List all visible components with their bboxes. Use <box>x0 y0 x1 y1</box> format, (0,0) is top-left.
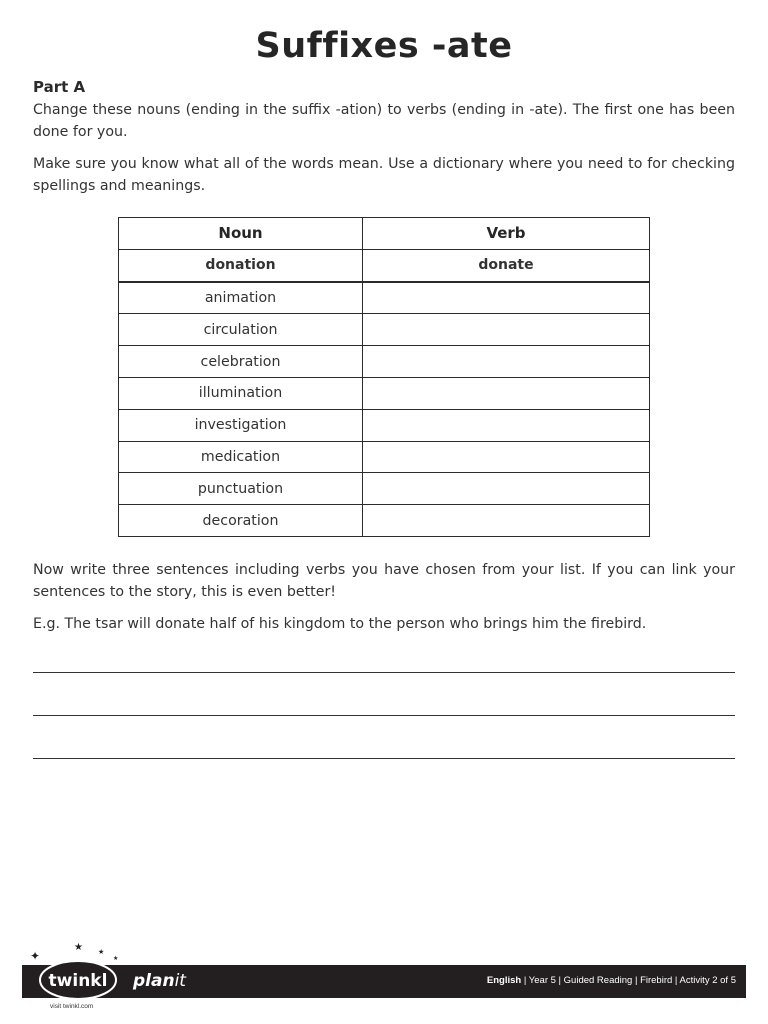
table-row <box>119 505 650 537</box>
table-row <box>119 409 650 441</box>
writing-line-1[interactable] <box>33 672 735 673</box>
table-row <box>119 346 650 378</box>
noun-cell: illumination <box>119 377 363 409</box>
example-verb-cell: donate <box>363 249 650 281</box>
instruction-paragraph-2: Make sure you know what all of the words mean. Use a dictionary where you need to for checking spellings and meanings. <box>33 156 735 194</box>
footer-info: | Year 5 | Guided Reading | Firebird | Activity 2 of 5 <box>521 975 736 986</box>
website-text: visit twinkl.com <box>50 1003 94 1010</box>
part-heading: Part A <box>33 78 86 96</box>
verb-answer-cell[interactable] <box>363 377 650 409</box>
verb-answer-cell[interactable] <box>363 505 650 537</box>
noun-cell: animation <box>119 282 363 314</box>
star-icon: ★ <box>74 942 83 953</box>
noun-cell: medication <box>119 441 363 473</box>
table-header-row <box>119 218 650 250</box>
logo-brand-text: twinkl <box>48 971 108 991</box>
noun-cell: punctuation <box>119 473 363 505</box>
writing-line-3[interactable] <box>33 758 735 759</box>
verb-answer-cell[interactable] <box>363 282 650 314</box>
page-title: Suffixes -ate <box>255 26 513 66</box>
footer-details <box>487 975 736 986</box>
twinkl-logo <box>38 952 118 1002</box>
instruction-paragraph-1: Change these nouns (ending in the suffix -ation) to verbs (ending in -ate). The first one has been done for you. <box>33 102 735 140</box>
noun-cell: investigation <box>119 409 363 441</box>
noun-cell: celebration <box>119 346 363 378</box>
table-row <box>119 441 650 473</box>
verb-answer-cell[interactable] <box>363 314 650 346</box>
example-row <box>119 249 650 281</box>
noun-column-header: Noun <box>119 218 363 250</box>
example-sentence: E.g. The tsar will donate half of his kingdom to the person who brings him the firebird. <box>33 616 647 632</box>
star-icon: ★ <box>98 948 105 956</box>
table-row <box>119 377 650 409</box>
verb-answer-cell[interactable] <box>363 346 650 378</box>
noun-cell: decoration <box>119 505 363 537</box>
table-row <box>119 314 650 346</box>
footer-bar <box>22 965 746 998</box>
footer-subject: English <box>486 975 522 986</box>
verb-answer-cell[interactable] <box>363 441 650 473</box>
verb-answer-cell[interactable] <box>363 409 650 441</box>
noun-cell: circulation <box>119 314 363 346</box>
table-row <box>119 473 650 505</box>
example-noun-cell: donation <box>119 249 363 281</box>
verb-answer-cell[interactable] <box>363 473 650 505</box>
noun-verb-table <box>118 217 650 537</box>
table-row <box>119 282 650 314</box>
star-icon: ★ <box>113 955 119 962</box>
planit-logo: planit <box>133 971 186 991</box>
star-icon: ✦ <box>30 949 41 963</box>
task-paragraph: Now write three sentences including verbs you have chosen from your list. If you can link your sentences to the story, this is even better! <box>33 562 735 600</box>
verb-column-header: Verb <box>363 218 650 250</box>
writing-line-2[interactable] <box>33 715 735 716</box>
